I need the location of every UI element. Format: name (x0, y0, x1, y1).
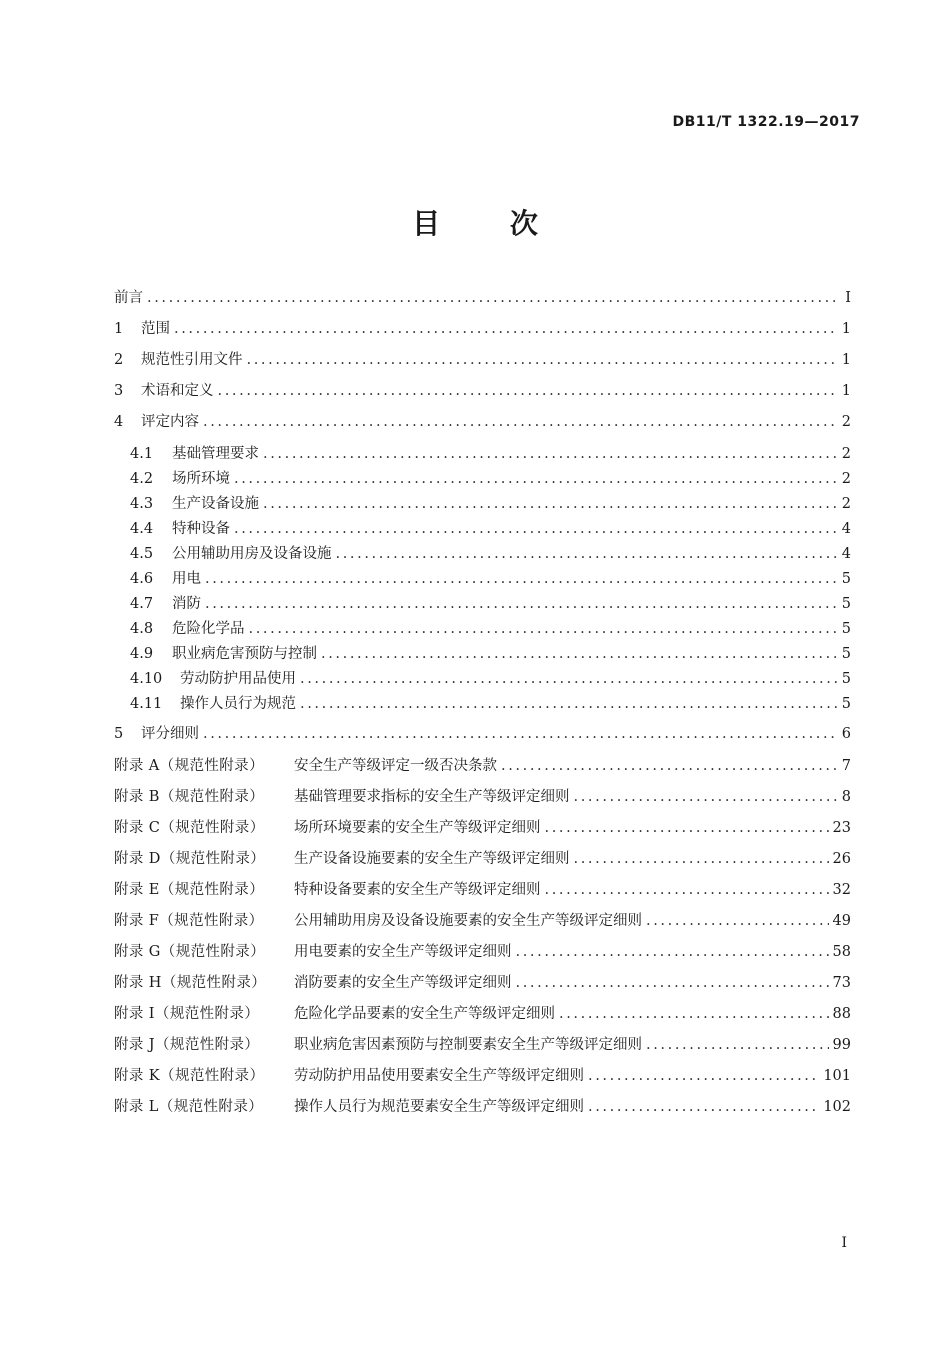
toc-entry-label: 场所环境要素的安全生产等级评定细则 (294, 820, 541, 836)
toc-entry-3[interactable] (114, 380, 851, 402)
toc-entry-label: 基础管理要求 (172, 446, 259, 462)
toc-leader-dots (174, 318, 838, 340)
toc-entry-page: 2 (841, 496, 851, 512)
toc-entry-label: 评分细则 (141, 726, 199, 742)
toc-entry-page: 5 (841, 621, 851, 637)
toc-appendix-k[interactable] (114, 1065, 851, 1087)
toc-entry-page: 7 (841, 758, 851, 774)
toc-entry-page: 2 (841, 446, 851, 462)
toc-entry-number: 4.7 (130, 596, 154, 612)
toc-leader-dots (574, 848, 829, 870)
toc-entry-label: 消防要素的安全生产等级评定细则 (294, 975, 512, 991)
toc-entry-number: 4.6 (130, 571, 154, 587)
toc-entry-page: 73 (832, 975, 851, 991)
toc-entry-label: 生产设备设施 (172, 496, 259, 512)
toc-entry-number: 4 (114, 414, 124, 430)
toc-appendix-l[interactable] (114, 1096, 851, 1118)
toc-leader-dots (646, 1034, 829, 1056)
toc-appendix-head: 附录 C（规范性附录） (114, 820, 265, 836)
toc-entry-label: 消防 (172, 596, 201, 612)
toc-entry-page: 26 (832, 851, 851, 867)
toc-entry-number: 4.1 (130, 446, 154, 462)
toc-entry-page: 5 (841, 646, 851, 662)
toc-entry-5[interactable] (114, 723, 851, 745)
toc-entry-page: 101 (823, 1068, 851, 1084)
toc-appendix-head: 附录 J（规范性附录） (114, 1037, 260, 1053)
toc-appendix-j[interactable] (114, 1034, 851, 1056)
toc-appendix-i[interactable] (114, 1003, 851, 1025)
toc-entry-label: 公用辅助用房及设备设施要素的安全生产等级评定细则 (294, 913, 642, 929)
toc-appendix-g[interactable] (114, 941, 851, 963)
toc-entry-label: 规范性引用文件 (141, 352, 243, 368)
toc-appendix-c[interactable] (114, 817, 851, 839)
toc-appendix-head: 附录 F（规范性附录） (114, 913, 264, 929)
toc-entry-page: 1 (841, 383, 851, 399)
toc-entry-label: 劳动防护用品使用要素安全生产等级评定细则 (294, 1068, 584, 1084)
page-number: I (841, 1235, 847, 1251)
toc-entry-number: 2 (114, 352, 124, 368)
toc-entry-label: 劳动防护用品使用 (180, 671, 296, 687)
toc-entry-label: 用电 (172, 571, 201, 587)
toc-entry-2[interactable] (114, 349, 851, 371)
toc-entry-label: 特种设备 (172, 521, 230, 537)
toc-entry-number: 4.8 (130, 621, 154, 637)
toc-entry-1[interactable] (114, 318, 851, 340)
toc-appendix-head: 附录 L（规范性附录） (114, 1099, 264, 1115)
toc-leader-dots (588, 1065, 819, 1087)
toc-entry-4-7[interactable] (130, 593, 851, 615)
toc-entry-number: 1 (114, 321, 124, 337)
toc-entry-page: 49 (832, 913, 851, 929)
toc-entry-label: 用电要素的安全生产等级评定细则 (294, 944, 512, 960)
toc-entry-page: 4 (841, 521, 851, 537)
toc-leader-dots (321, 643, 838, 665)
toc-entry-foreword[interactable] (114, 287, 851, 309)
toc-appendix-head: 附录 K（规范性附录） (114, 1068, 265, 1084)
toc-entry-label: 操作人员行为规范 (180, 696, 296, 712)
toc-entry-label: 公用辅助用房及设备设施 (172, 546, 332, 562)
toc-entry-label: 场所环境 (172, 471, 230, 487)
toc-entry-page: 23 (832, 820, 851, 836)
toc-appendix-b[interactable] (114, 786, 851, 808)
toc-appendix-e[interactable] (114, 879, 851, 901)
toc-entry-page: 6 (841, 726, 851, 742)
toc-entry-page: 5 (841, 696, 851, 712)
toc-entry-page: 102 (823, 1099, 851, 1115)
toc-leader-dots (501, 755, 838, 777)
toc-entry-page: 1 (841, 352, 851, 368)
toc-entry-page: 88 (832, 1006, 851, 1022)
toc-entry-4-3[interactable] (130, 493, 851, 515)
toc-entry-page: 99 (832, 1037, 851, 1053)
toc-entry-4-5[interactable] (130, 543, 851, 565)
toc-leader-dots (516, 972, 829, 994)
toc-leader-dots (218, 380, 838, 402)
toc-leader-dots (203, 411, 838, 433)
toc-entry-number: 5 (114, 726, 124, 742)
toc-entry-label: 危险化学品要素的安全生产等级评定细则 (294, 1006, 555, 1022)
toc-entry-4[interactable] (114, 411, 851, 433)
toc-leader-dots (249, 618, 838, 640)
toc-entry-label: 范围 (141, 321, 170, 337)
toc-entry-4-9[interactable] (130, 643, 851, 665)
toc-appendix-head: 附录 G（规范性附录） (114, 944, 266, 960)
toc-entry-label: 术语和定义 (141, 383, 214, 399)
toc-entry-number: 4.2 (130, 471, 154, 487)
toc-leader-dots (588, 1096, 819, 1118)
toc-entry-number: 4.9 (130, 646, 154, 662)
toc-appendix-head: 附录 H（规范性附录） (114, 975, 267, 991)
toc-appendix-a[interactable] (114, 755, 851, 777)
toc-entry-page: 5 (841, 596, 851, 612)
toc-appendix-head: 附录 E（规范性附录） (114, 882, 265, 898)
toc-entry-page: 8 (841, 789, 851, 805)
toc-entry-number: 4.5 (130, 546, 154, 562)
toc-entry-page: 2 (841, 471, 851, 487)
toc-entry-4-11[interactable] (130, 693, 851, 715)
toc-leader-dots (263, 443, 838, 465)
toc-entry-4-1[interactable] (130, 443, 851, 465)
toc-entry-4-6[interactable] (130, 568, 851, 590)
toc-appendix-d[interactable] (114, 848, 851, 870)
toc-leader-dots (234, 518, 838, 540)
toc-entry-number: 4.11 (130, 696, 163, 712)
toc-entry-number: 4.10 (130, 671, 163, 687)
toc-appendix-head: 附录 A（规范性附录） (114, 758, 264, 774)
toc-leader-dots (300, 668, 838, 690)
toc-leader-dots (147, 287, 839, 309)
toc-leader-dots (205, 593, 838, 615)
standard-code: DB11/T 1322.19—2017 (672, 114, 860, 130)
toc-entry-page: 5 (841, 571, 851, 587)
toc-leader-dots (203, 723, 838, 745)
toc-appendix-head: 附录 B（规范性附录） (114, 789, 265, 805)
toc-leader-dots (300, 693, 838, 715)
toc-entry-label: 职业病危害因素预防与控制要素安全生产等级评定细则 (294, 1037, 642, 1053)
toc-entry-label: 危险化学品 (172, 621, 245, 637)
toc-leader-dots (336, 543, 838, 565)
toc-appendix-head: 附录 I（规范性附录） (114, 1006, 260, 1022)
toc-entry-number: 4.4 (130, 521, 154, 537)
toc-entry-4-4[interactable] (130, 518, 851, 540)
toc-entry-page: 58 (832, 944, 851, 960)
toc-appendix-f[interactable] (114, 910, 851, 932)
toc-entry-label: 前言 (114, 290, 143, 306)
toc-entry-label: 特种设备要素的安全生产等级评定细则 (294, 882, 541, 898)
toc-entry-page: 2 (841, 414, 851, 430)
toc-entry-4-8[interactable] (130, 618, 851, 640)
toc-leader-dots (574, 786, 838, 808)
toc-entry-page: 1 (841, 321, 851, 337)
toc-leader-dots (263, 493, 838, 515)
toc-leader-dots (234, 468, 838, 490)
toc-entry-number: 3 (114, 383, 124, 399)
toc-entry-number: 4.3 (130, 496, 154, 512)
toc-entry-page: 4 (841, 546, 851, 562)
toc-entry-label: 评定内容 (141, 414, 199, 430)
toc-entry-page: 5 (841, 671, 851, 687)
toc-leader-dots (545, 817, 829, 839)
toc-entry-label: 安全生产等级评定一级否决条款 (294, 758, 497, 774)
toc-entry-label: 生产设备设施要素的安全生产等级评定细则 (294, 851, 570, 867)
toc-leader-dots (646, 910, 829, 932)
toc-leader-dots (545, 879, 829, 901)
toc-appendix-h[interactable] (114, 972, 851, 994)
toc-leader-dots (559, 1003, 829, 1025)
toc-entry-page: 32 (832, 882, 851, 898)
toc-entry-page: I (845, 290, 851, 306)
page-title: 目 次 (412, 207, 568, 240)
toc-entry-4-10[interactable] (130, 668, 851, 690)
toc-leader-dots (247, 349, 838, 371)
toc-leader-dots (516, 941, 829, 963)
toc-entry-label: 职业病危害预防与控制 (172, 646, 317, 662)
toc-appendix-head: 附录 D（规范性附录） (114, 851, 266, 867)
toc-entry-label: 基础管理要求指标的安全生产等级评定细则 (294, 789, 570, 805)
toc-leader-dots (205, 568, 838, 590)
toc-entry-label: 操作人员行为规范要素安全生产等级评定细则 (294, 1099, 584, 1115)
toc-entry-4-2[interactable] (130, 468, 851, 490)
